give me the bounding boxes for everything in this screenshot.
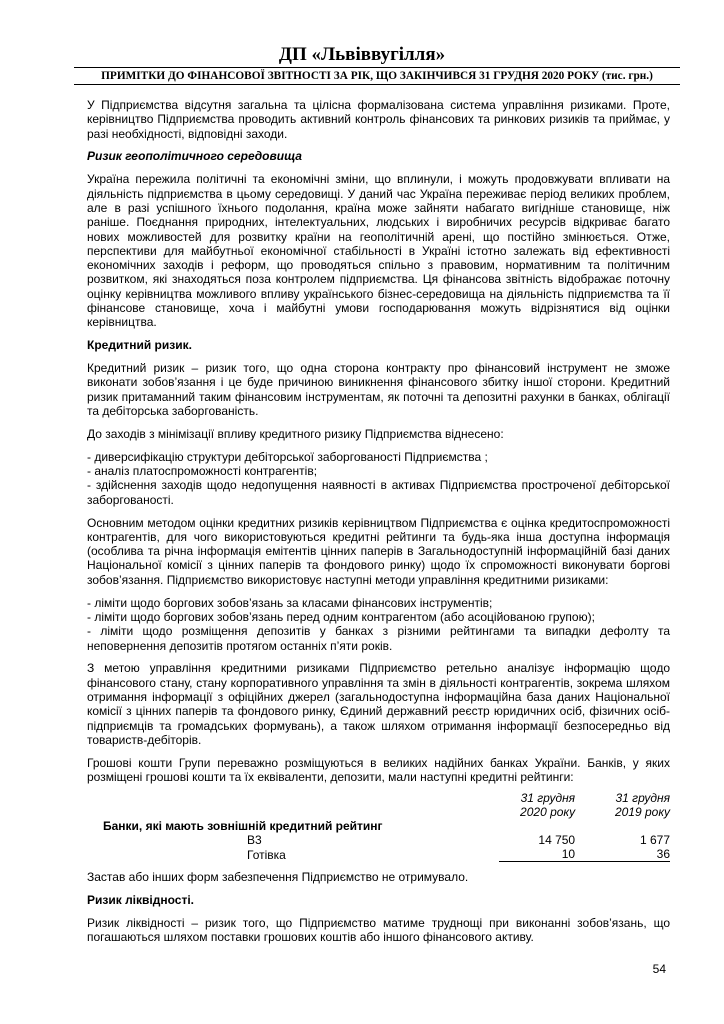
col-2019-line1: 31 грудня — [615, 791, 670, 805]
credit-paragraph-4: З метою управління кредитними ризиками Підприємство ретельно аналізує інформацію щодо фінансового стану, стану корпоративного управління та змін в діяльності контрагентів, зокрема шляхом отримання інформації з офіційних джерел (загальнодоступна інформаційна база даних Національної комісії з цінних паперів та фондового ринку, Єдиний державний реєстр юридичних осіб, фізичних осіб-підприємців та громадських формувань), а також шляхом отримання інформації безпосередньо від товариств-дебіторів. — [87, 661, 670, 747]
header-rule-bottom — [74, 84, 680, 85]
measure-item: - аналіз платоспроможності контрагентів; — [87, 464, 318, 479]
table-group-row — [87, 819, 670, 833]
limit-item: - ліміти щодо розміщення депозитів у банках з різними рейтингами та випадки дефолту та неповернення депозитів протягом останніх п’яти років. — [87, 624, 670, 653]
liquidity-heading: Ризик ліквідності. — [87, 892, 194, 907]
geo-heading: Ризик геополітичного середовища — [87, 149, 302, 164]
header-rule-top — [74, 67, 680, 68]
credit-rating-table — [87, 791, 670, 862]
row-value-2020: 10 — [499, 847, 575, 862]
credit-heading: Кредитний ризик. — [87, 338, 192, 353]
intro-paragraph: У Підприємства відсутня загальна та цілісна формалізована система управління ризиками. Проте, керівництво Підприємства проводить активний контроль фінансових та ринкових ризиків та приймає, у разі необхідності, відповідні заходи. — [87, 98, 670, 141]
table-header-row-1 — [87, 791, 670, 805]
company-title: ДП «Львіввугілля» — [278, 44, 446, 65]
measure-item: - здійснення заходів щодо недопущення наявності в активах Підприємства простроченої дебіторської заборгованості. — [87, 478, 670, 507]
notes-subtitle: ПРИМІТКИ ДО ФІНАНСОВОЇ ЗВІТНОСТІ ЗА РІК, ЩО ЗАКІНЧИВСЯ 31 ГРУДНЯ 2020 РОКУ (тис. грн.) — [101, 70, 653, 82]
limit-item: - ліміти щодо боргових зобов’язань перед одним контрагентом (або асоційованою групою); — [87, 609, 595, 624]
credit-paragraph-3: Основним методом оцінки кредитних ризиків керівництвом Підприємства є оцінка кредитоспроможності контрагентів, для чого використовуються кредитні рейтинги та будь-яка інша доступна інформація (особлива та річна інформація емітентів цінних паперів в Загальнодоступній інформаційній базі даних Національної комісії з цінних паперів та фондового ринку) щодо їх спроможності виконувати боргові зобов’язання. Підприємство використовує наступні методи управління кредитними ризиками: — [87, 515, 670, 587]
liquidity-paragraph: Ризик ліквідності – ризик того, що Підприємство матиме труднощі при виконанні зобов’язань, що погашаються шляхом поставки грошових коштів або іншого фінансового активу. — [87, 915, 670, 945]
measure-item: - диверсифікацію структури дебіторської заборгованості Підприємства ; — [87, 449, 488, 464]
row-value-2020: 14 750 — [538, 833, 576, 847]
row-value-2019: 1 677 — [639, 833, 670, 847]
collateral-paragraph: Застав або інших форм забезпечення Підприємство не отримувало. — [87, 870, 469, 884]
col-2019-line2: 2019 року — [614, 805, 670, 819]
group-label: Банки, які мають зовнішній кредитний рейтинг — [103, 819, 383, 833]
row-label: B3 — [247, 833, 262, 847]
credit-paragraph-5: Грошові кошти Групи переважно розміщуються в великих надійних банках України. Банків, у яких розміщені грошові кошти та їх еквіваленти, депозити, мали наступні кредитні рейтинги: — [87, 755, 670, 785]
row-label: Готівка — [247, 847, 286, 862]
credit-paragraph-2: До заходів з мінімізації впливу кредитного ризику Підприємства віднесено: — [87, 426, 504, 441]
col-2020-line2: 2020 року — [520, 805, 576, 819]
table-header-row-2 — [87, 805, 670, 819]
document-body — [87, 98, 670, 953]
geo-paragraph: Україна пережила політичні та економічні зміни, що вплинули, і можуть продовжувати впливати на діяльність підприємства в цьому середовищі. У даний час Україна переживає період великих проблем, але в разі успішного їхнього подолання, країна може зайняти набагато вигідніше становище, ніж раніше. Поєднання природних, інтелектуальних, людських і виробничих ресурсів відкриває багато нових можливостей для розвитку країни на геополітичній арені, що постійно змінюється. Отже, перспективи для майбутньої економічної стабільності в Україні істотно залежать від ефективності економічних заходів і реформ, що проводяться спільно з правовим, нормативним та політичним розвитком, які знаходяться поза контролем підприємства. Ця фінансова звітність відображає поточну оцінку керівництва можливого впливу українського бізнес-середовища на діяльність підприємства та її фінансове становище, хоча і майбутні умови господарювання можуть відрізнятися від оцінки керівництва. — [87, 172, 670, 330]
table-row — [87, 847, 670, 862]
table-row — [87, 833, 670, 847]
limit-item: - ліміти щодо боргових зобов’язань за класами фінансових інструментів; — [87, 595, 493, 610]
page-number: 54 — [652, 962, 666, 976]
col-2020-line1: 31 грудня — [520, 791, 576, 805]
row-value-2019: 36 — [575, 847, 670, 862]
credit-paragraph-1: Кредитний ризик – ризик того, що одна сторона контракту про фінансовий інструмент не зможе виконати зобов’язання і це буде причиною виникнення фінансового збитку іншої сторони. Кредитний ризик притаманний таким фінансовим інструментам, як поточні та депозитні рахунки в банках, облігації та дебіторська заборгованість. — [87, 361, 670, 419]
